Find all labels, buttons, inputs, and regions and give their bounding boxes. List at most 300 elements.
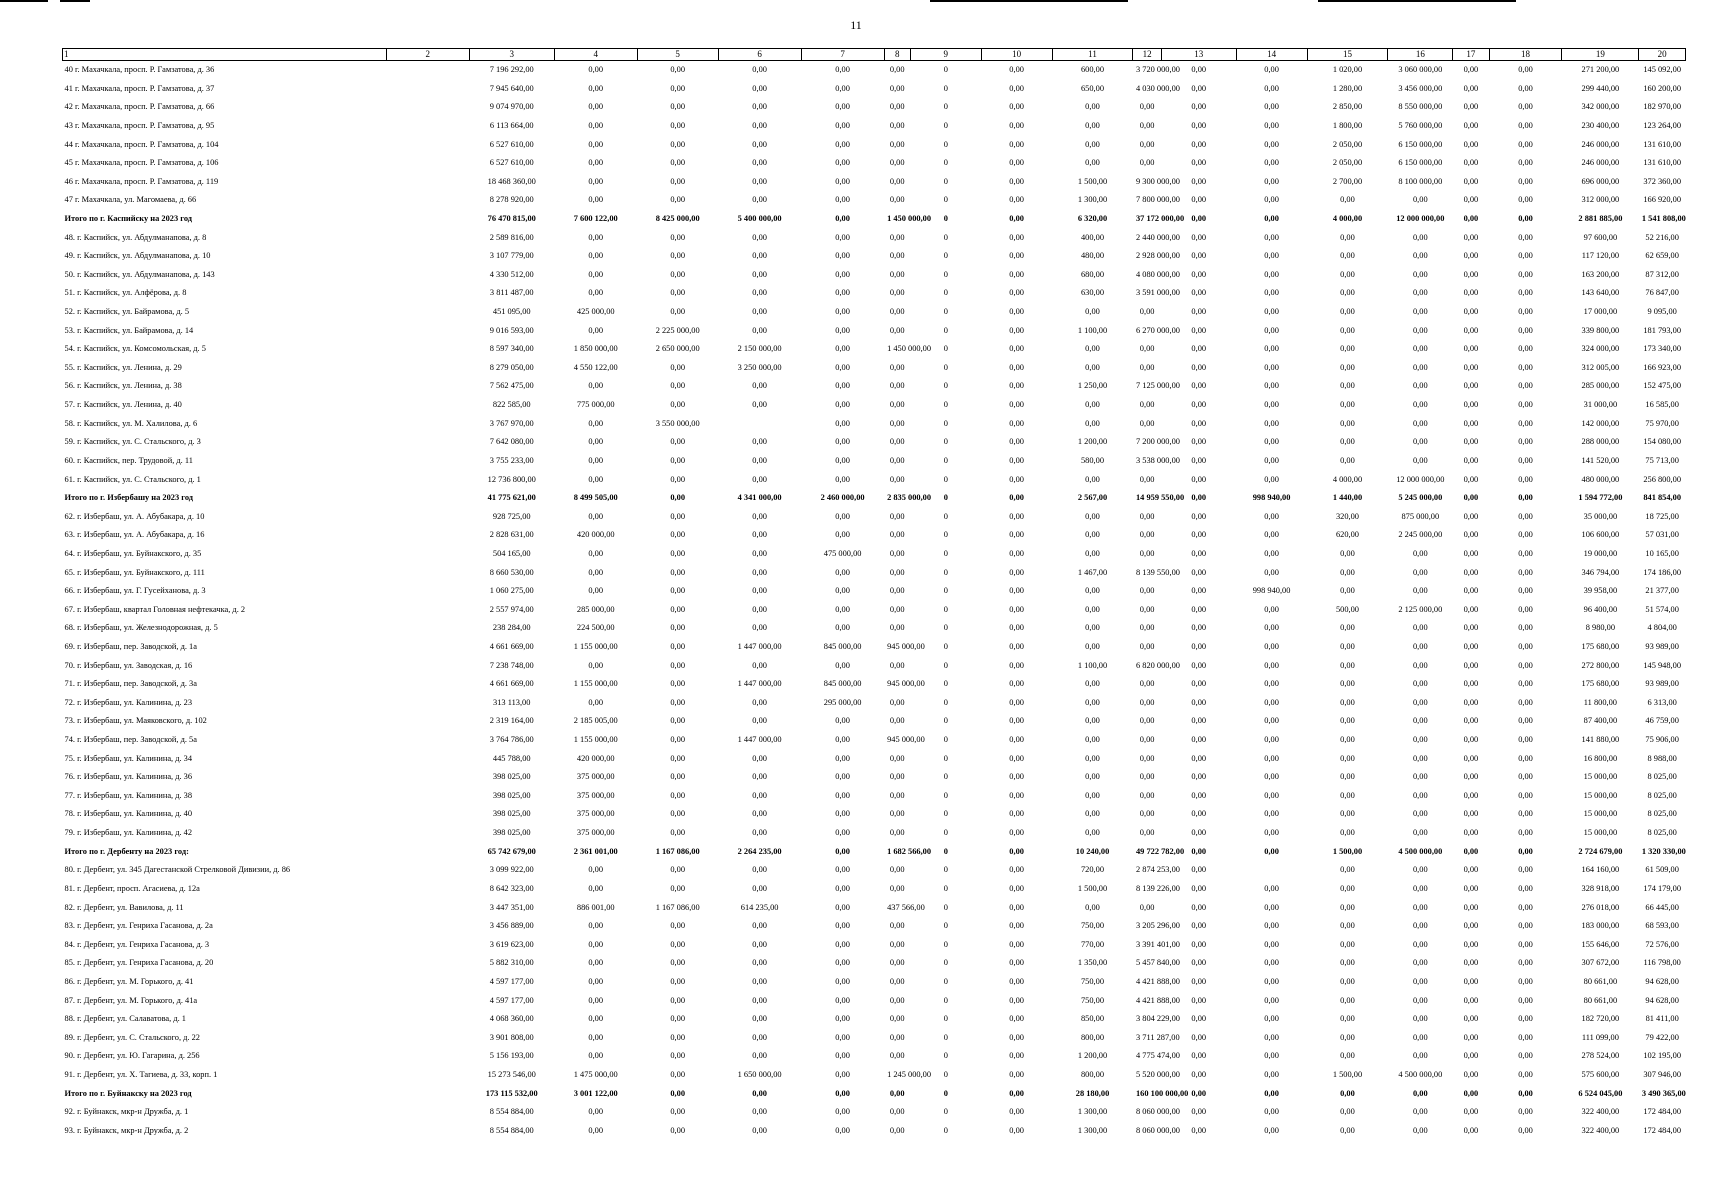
cell-col-3: 5 882 310,00 bbox=[489, 958, 534, 968]
cell-col-8: 0,00 bbox=[889, 232, 905, 242]
cell-col-6: 0,00 bbox=[752, 772, 767, 782]
cell-col-9: 0 bbox=[943, 1125, 948, 1135]
table-row bbox=[63, 117, 1686, 136]
cell-col-6: 0,00 bbox=[752, 828, 767, 838]
cell-col-15: 2 050,00 bbox=[1332, 139, 1363, 149]
cell-col-13: 0,00 bbox=[1191, 604, 1207, 614]
cell-col-8: 0,00 bbox=[889, 548, 905, 558]
cell-col-17: 0,00 bbox=[1463, 586, 1479, 596]
cell-col-9: 0 bbox=[943, 455, 948, 465]
cell-col-13: 0,00 bbox=[1191, 846, 1207, 856]
table-row bbox=[63, 303, 1686, 322]
cell-col-7: 0,00 bbox=[835, 660, 850, 670]
cell-col-19: 15 000,00 bbox=[1583, 809, 1618, 819]
cell-col-15: 0,00 bbox=[1340, 809, 1355, 819]
cell-col-20: 1 541 808,00 bbox=[1641, 213, 1686, 223]
cell-col-18: 0,00 bbox=[1518, 1070, 1533, 1079]
cell-col-17: 0,00 bbox=[1463, 921, 1479, 931]
cell-col-14: 0,00 bbox=[1264, 83, 1279, 93]
cell-col-12: 8 060 000,00 bbox=[1135, 1107, 1180, 1117]
cell-col-12: 3 804 229,00 bbox=[1135, 1014, 1180, 1024]
table-row bbox=[63, 1047, 1686, 1066]
cell-col-13: 0,00 bbox=[1191, 697, 1207, 707]
cell-col-19: 183 000,00 bbox=[1581, 921, 1620, 931]
cell-col-19: 141 880,00 bbox=[1581, 735, 1620, 745]
cell-col-20: 16 585,00 bbox=[1645, 400, 1679, 410]
cell-col-12: 0,00 bbox=[1139, 102, 1155, 112]
cell-col-13: 0,00 bbox=[1191, 102, 1207, 112]
cell-col-17: 0,00 bbox=[1463, 939, 1479, 949]
cell-col-19: 246 000,00 bbox=[1581, 139, 1620, 149]
cell-col-19: 87 400,00 bbox=[1583, 716, 1618, 726]
cell-col-4: 1 475 000,00 bbox=[573, 1070, 618, 1079]
cell-col-6: 0,00 bbox=[752, 921, 767, 931]
cell-col-5: 0,00 bbox=[670, 716, 685, 726]
cell-col-9: 0 bbox=[943, 418, 948, 428]
cell-col-5: 0,00 bbox=[670, 232, 685, 242]
cell-col-16: 2 125 000,00 bbox=[1398, 604, 1443, 614]
cell-col-6: 0,00 bbox=[752, 1125, 767, 1135]
row-address: 77. г. Избербаш, ул. Калинина, д. 38 bbox=[64, 790, 193, 800]
cell-col-10: 0,00 bbox=[1009, 176, 1024, 186]
cell-col-6: 0,00 bbox=[752, 139, 767, 149]
cell-col-17: 0,00 bbox=[1463, 716, 1479, 726]
cell-col-7: 0,00 bbox=[835, 83, 850, 93]
cell-col-5: 0,00 bbox=[670, 381, 685, 391]
row-address: 71. г. Избербаш, пер. Заводской, д. 3а bbox=[64, 679, 197, 689]
cell-col-10: 0,00 bbox=[1009, 493, 1024, 503]
table-row bbox=[63, 694, 1686, 713]
cell-col-4: 420 000,00 bbox=[576, 753, 615, 763]
cell-col-7: 0,00 bbox=[835, 976, 850, 986]
cell-col-15: 0,00 bbox=[1340, 660, 1355, 670]
cell-col-18: 0,00 bbox=[1518, 381, 1533, 391]
cell-col-13: 0,00 bbox=[1191, 381, 1207, 391]
cell-col-15: 0,00 bbox=[1340, 362, 1355, 372]
cell-col-9: 0 bbox=[943, 120, 948, 130]
cell-col-20: 182 970,00 bbox=[1643, 102, 1682, 112]
cell-col-3: 9 016 593,00 bbox=[489, 325, 534, 335]
cell-col-9: 0 bbox=[943, 474, 948, 484]
cell-col-11: 0,00 bbox=[1085, 679, 1100, 689]
cell-col-19: 346 794,00 bbox=[1581, 567, 1620, 577]
cell-col-8: 0,00 bbox=[889, 567, 905, 577]
cell-col-13: 0,00 bbox=[1191, 995, 1207, 1005]
cell-col-14: 0,00 bbox=[1264, 1088, 1279, 1098]
register-table bbox=[62, 48, 1686, 1140]
cell-col-6: 0,00 bbox=[752, 790, 767, 800]
cell-col-10: 0,00 bbox=[1009, 195, 1024, 205]
cell-col-9: 0 bbox=[943, 325, 948, 335]
cell-col-17: 0,00 bbox=[1463, 83, 1479, 93]
cell-col-17: 0,00 bbox=[1463, 251, 1479, 261]
cell-col-10: 0,00 bbox=[1009, 660, 1024, 670]
row-address: 80. г. Дербент, ул. 345 Дагестанской Стрелковой Дивизии, д. 86 bbox=[64, 865, 291, 875]
cell-col-20: 72 576,00 bbox=[1645, 939, 1679, 949]
cell-col-18: 0,00 bbox=[1518, 1107, 1533, 1117]
row-address: 56. г. Каспийск, ул. Ленина, д. 38 bbox=[64, 381, 182, 391]
cell-col-3: 3 901 808,00 bbox=[489, 1032, 534, 1042]
cell-col-14: 0,00 bbox=[1264, 641, 1279, 651]
cell-col-15: 0,00 bbox=[1340, 344, 1355, 354]
cell-col-6: 0,00 bbox=[752, 325, 767, 335]
cell-col-11: 0,00 bbox=[1085, 120, 1100, 130]
cell-col-14: 0,00 bbox=[1264, 1014, 1279, 1024]
cell-col-13: 0,00 bbox=[1191, 976, 1207, 986]
cell-col-19: 142 000,00 bbox=[1581, 418, 1620, 428]
cell-col-14: 0,00 bbox=[1264, 530, 1279, 540]
cell-col-17: 0,00 bbox=[1463, 158, 1479, 168]
table-row bbox=[63, 880, 1686, 899]
cell-col-14: 0,00 bbox=[1264, 567, 1279, 577]
cell-col-7: 0,00 bbox=[835, 1125, 850, 1135]
cell-col-3: 15 273 546,00 bbox=[487, 1070, 536, 1079]
cell-col-3: 2 589 816,00 bbox=[489, 232, 534, 242]
cell-col-10: 0,00 bbox=[1009, 418, 1024, 428]
row-address: 69. г. Избербаш, пер. Заводской, д. 1а bbox=[64, 641, 197, 651]
row-address: Итого по г. Дербенту на 2023 год: bbox=[64, 846, 189, 856]
cell-col-11: 0,00 bbox=[1085, 697, 1100, 707]
cell-col-16: 0,00 bbox=[1412, 586, 1428, 596]
cell-col-15: 0,00 bbox=[1340, 679, 1355, 689]
cell-col-5: 0,00 bbox=[670, 995, 685, 1005]
cell-col-5: 0,00 bbox=[670, 493, 685, 503]
cell-col-3: 4 597 177,00 bbox=[489, 976, 534, 986]
cell-col-5: 0,00 bbox=[670, 604, 685, 614]
cell-col-8: 0,00 bbox=[889, 772, 905, 782]
cell-col-20: 172 484,00 bbox=[1643, 1125, 1682, 1135]
cell-col-16: 3 456 000,00 bbox=[1398, 83, 1443, 93]
cell-col-18: 0,00 bbox=[1518, 269, 1533, 279]
cell-col-10: 0,00 bbox=[1009, 921, 1024, 931]
cell-col-18: 0,00 bbox=[1518, 288, 1533, 298]
cell-col-10: 0,00 bbox=[1009, 641, 1024, 651]
cell-col-11: 0,00 bbox=[1085, 604, 1100, 614]
cell-col-19: 16 800,00 bbox=[1583, 753, 1618, 763]
cell-col-8: 1 450 000,00 bbox=[887, 344, 932, 354]
cell-col-6: 0,00 bbox=[752, 437, 767, 447]
cell-col-9: 0 bbox=[943, 195, 948, 205]
cell-col-17: 0,00 bbox=[1463, 530, 1479, 540]
cell-col-4: 7 600 122,00 bbox=[573, 213, 618, 223]
cell-col-5: 0,00 bbox=[670, 697, 685, 707]
cell-col-17: 0,00 bbox=[1463, 325, 1479, 335]
cell-col-14: 0,00 bbox=[1264, 548, 1279, 558]
table-row bbox=[63, 228, 1686, 247]
cell-col-14: 0,00 bbox=[1264, 939, 1279, 949]
cell-col-12: 0,00 bbox=[1139, 753, 1155, 763]
cell-col-18: 0,00 bbox=[1518, 716, 1533, 726]
cell-col-3: 6 527 610,00 bbox=[489, 158, 534, 168]
cell-col-7: 0,00 bbox=[835, 213, 850, 223]
column-number: 14 bbox=[1236, 49, 1307, 61]
cell-col-4: 224 500,00 bbox=[576, 623, 615, 633]
cell-col-13: 0,00 bbox=[1191, 269, 1207, 279]
cell-col-11: 400,00 bbox=[1080, 232, 1105, 242]
cell-col-20: 174 179,00 bbox=[1643, 883, 1682, 893]
cell-col-11: 1 300,00 bbox=[1077, 1125, 1108, 1135]
cell-col-8: 945 000,00 bbox=[887, 679, 925, 689]
cell-col-14: 0,00 bbox=[1264, 809, 1279, 819]
cell-col-7: 0,00 bbox=[835, 883, 850, 893]
cell-col-15: 2 050,00 bbox=[1332, 158, 1363, 168]
cell-col-18: 0,00 bbox=[1518, 604, 1533, 614]
cell-col-4: 0,00 bbox=[588, 269, 604, 279]
cell-col-17: 0,00 bbox=[1463, 1014, 1479, 1024]
cell-col-17: 0,00 bbox=[1463, 176, 1479, 186]
cell-col-14: 0,00 bbox=[1264, 995, 1279, 1005]
row-address: 43 г. Махачкала, просп. Р. Гамзатова, д. 95 bbox=[64, 120, 215, 130]
table-row bbox=[63, 154, 1686, 173]
cell-col-11: 1 250,00 bbox=[1077, 381, 1108, 391]
row-address: 49. г. Каспийск, ул. Абдулманапова, д. 10 bbox=[64, 251, 211, 261]
cell-col-4: 0,00 bbox=[588, 455, 604, 465]
cell-col-14: 0,00 bbox=[1264, 418, 1279, 428]
cell-col-7: 295 000,00 bbox=[823, 697, 862, 707]
cell-col-13: 0,00 bbox=[1191, 828, 1207, 838]
cell-col-13: 0,00 bbox=[1191, 530, 1207, 540]
cell-col-16: 6 150 000,00 bbox=[1398, 139, 1443, 149]
cell-col-16: 2 245 000,00 bbox=[1398, 530, 1443, 540]
cell-col-11: 0,00 bbox=[1085, 344, 1100, 354]
cell-col-18: 0,00 bbox=[1518, 958, 1533, 968]
cell-col-12: 4 421 888,00 bbox=[1135, 995, 1180, 1005]
cell-col-15: 4 000,00 bbox=[1332, 474, 1363, 484]
cell-col-13: 0,00 bbox=[1191, 660, 1207, 670]
cell-col-18: 0,00 bbox=[1518, 83, 1533, 93]
cell-col-14: 0,00 bbox=[1264, 269, 1279, 279]
cell-col-16: 0,00 bbox=[1412, 1051, 1428, 1061]
cell-col-8: 0,00 bbox=[889, 995, 905, 1005]
cell-col-4: 0,00 bbox=[588, 976, 604, 986]
cell-col-6: 2 150 000,00 bbox=[737, 344, 782, 354]
cell-col-19: 312 005,00 bbox=[1581, 362, 1620, 372]
cell-col-8: 0,00 bbox=[889, 1125, 905, 1135]
cell-col-9: 0 bbox=[943, 1032, 948, 1042]
cell-col-7: 0,00 bbox=[835, 1032, 850, 1042]
cell-col-11: 0,00 bbox=[1085, 809, 1100, 819]
cell-col-13: 0,00 bbox=[1191, 753, 1207, 763]
cell-col-15: 0,00 bbox=[1340, 288, 1355, 298]
cell-col-9: 0 bbox=[943, 493, 948, 503]
cell-col-4: 0,00 bbox=[588, 1014, 604, 1024]
cell-col-6: 1 447 000,00 bbox=[737, 679, 782, 689]
cell-col-7: 0,00 bbox=[835, 511, 850, 521]
cell-col-19: 246 000,00 bbox=[1581, 158, 1620, 168]
cell-col-16: 0,00 bbox=[1412, 251, 1428, 261]
cell-col-18: 0,00 bbox=[1518, 902, 1533, 912]
cell-col-12: 9 300 000,00 bbox=[1135, 176, 1180, 186]
cell-col-19: 312 000,00 bbox=[1581, 195, 1620, 205]
cell-col-15: 0,00 bbox=[1340, 325, 1355, 335]
cell-col-20: 6 313,00 bbox=[1647, 697, 1677, 707]
cell-col-9: 0 bbox=[943, 753, 948, 763]
cell-col-20: 62 659,00 bbox=[1645, 251, 1679, 261]
cell-col-11: 0,00 bbox=[1085, 623, 1100, 633]
cell-col-13: 0,00 bbox=[1191, 1014, 1207, 1024]
cell-col-7: 0,00 bbox=[835, 269, 850, 279]
row-address: 92. г. Буйнакск, мкр-н Дружба, д. 1 bbox=[64, 1107, 189, 1117]
cell-col-20: 160 200,00 bbox=[1643, 83, 1682, 93]
cell-col-6: 5 400 000,00 bbox=[737, 213, 782, 223]
cell-col-18: 0,00 bbox=[1518, 586, 1533, 596]
row-address: 51. г. Каспийск, ул. Алфёрова, д. 8 bbox=[64, 288, 187, 298]
cell-col-13: 0,00 bbox=[1191, 883, 1207, 893]
cell-col-5: 8 425 000,00 bbox=[655, 213, 700, 223]
cell-col-13: 0,00 bbox=[1191, 921, 1207, 931]
cell-col-8: 2 835 000,00 bbox=[887, 493, 932, 503]
cell-col-10: 0,00 bbox=[1009, 325, 1024, 335]
cell-col-5: 0,00 bbox=[670, 269, 685, 279]
row-address: 63. г. Избербаш, ул. А. Абубакара, д. 16 bbox=[64, 530, 205, 540]
cell-col-7: 0,00 bbox=[835, 195, 850, 205]
cell-col-4: 1 155 000,00 bbox=[573, 641, 618, 651]
cell-col-11: 0,00 bbox=[1085, 530, 1100, 540]
cell-col-10: 0,00 bbox=[1009, 400, 1024, 410]
cell-col-15: 4 000,00 bbox=[1332, 213, 1363, 223]
cell-col-8: 945 000,00 bbox=[887, 641, 925, 651]
cell-col-10: 0,00 bbox=[1009, 958, 1024, 968]
cell-col-12: 0,00 bbox=[1139, 604, 1155, 614]
cell-col-7: 0,00 bbox=[835, 772, 850, 782]
table-row bbox=[63, 470, 1686, 489]
cell-col-3: 7 196 292,00 bbox=[489, 65, 534, 75]
cell-col-4: 0,00 bbox=[588, 102, 604, 112]
column-number: 18 bbox=[1489, 49, 1562, 61]
cell-col-4: 0,00 bbox=[588, 381, 604, 391]
cell-col-17: 0,00 bbox=[1463, 381, 1479, 391]
cell-col-18: 0,00 bbox=[1518, 511, 1533, 521]
cell-col-16: 0,00 bbox=[1412, 697, 1428, 707]
cell-col-12: 0,00 bbox=[1139, 474, 1155, 484]
cell-col-9: 0 bbox=[943, 381, 948, 391]
column-number: 12 bbox=[1133, 49, 1161, 61]
cell-col-10: 0,00 bbox=[1009, 511, 1024, 521]
column-number: 15 bbox=[1307, 49, 1388, 61]
cell-col-9: 0 bbox=[943, 883, 948, 893]
cell-col-20: 166 920,00 bbox=[1643, 195, 1682, 205]
cell-col-4: 0,00 bbox=[588, 995, 604, 1005]
cell-col-5: 0,00 bbox=[670, 660, 685, 670]
cell-col-17: 0,00 bbox=[1463, 1070, 1479, 1079]
cell-col-19: 80 661,00 bbox=[1583, 995, 1618, 1005]
cell-col-17: 0,00 bbox=[1463, 604, 1479, 614]
cell-col-4: 0,00 bbox=[588, 1051, 604, 1061]
cell-col-4: 4 550 122,00 bbox=[573, 362, 618, 372]
cell-col-19: 2 881 885,00 bbox=[1578, 213, 1623, 223]
cell-col-3: 4 330 512,00 bbox=[489, 269, 534, 279]
cell-col-18: 0,00 bbox=[1518, 753, 1533, 763]
cell-col-6: 0,00 bbox=[752, 251, 767, 261]
cell-col-19: 285 000,00 bbox=[1581, 381, 1620, 391]
cell-col-13: 0,00 bbox=[1191, 716, 1207, 726]
cell-col-20: 8 025,00 bbox=[1647, 790, 1677, 800]
column-number: 1 bbox=[63, 49, 387, 61]
cell-col-18: 0,00 bbox=[1518, 809, 1533, 819]
cell-col-15: 0,00 bbox=[1340, 400, 1355, 410]
cell-col-13: 0,00 bbox=[1191, 325, 1207, 335]
cell-col-18: 0,00 bbox=[1518, 995, 1533, 1005]
cell-col-10: 0,00 bbox=[1009, 716, 1024, 726]
cell-col-15: 0,00 bbox=[1340, 586, 1355, 596]
table-row bbox=[63, 619, 1686, 638]
cell-col-8: 0,00 bbox=[889, 1051, 905, 1061]
cell-col-10: 0,00 bbox=[1009, 939, 1024, 949]
cell-col-11: 1 200,00 bbox=[1077, 1051, 1108, 1061]
cell-col-8: 945 000,00 bbox=[887, 735, 925, 745]
cell-col-18: 0,00 bbox=[1518, 325, 1533, 335]
cell-col-3: 8 642 323,00 bbox=[489, 883, 534, 893]
cell-col-4: 0,00 bbox=[588, 437, 604, 447]
cell-col-7: 0,00 bbox=[835, 753, 850, 763]
cell-col-19: 271 200,00 bbox=[1581, 65, 1620, 75]
cell-col-6: 0,00 bbox=[752, 511, 767, 521]
table-row bbox=[63, 898, 1686, 917]
cell-col-7: 0,00 bbox=[835, 455, 850, 465]
cell-col-18: 0,00 bbox=[1518, 865, 1533, 875]
cell-col-14: 0,00 bbox=[1264, 958, 1279, 968]
cell-col-19: 230 400,00 bbox=[1581, 120, 1620, 130]
cell-col-13: 0,00 bbox=[1191, 344, 1207, 354]
cell-col-3: 1 060 275,00 bbox=[489, 586, 534, 596]
cell-col-3: 5 156 193,00 bbox=[489, 1051, 534, 1061]
cell-col-5: 0,00 bbox=[670, 307, 685, 317]
cell-col-19: 31 000,00 bbox=[1583, 400, 1618, 410]
cell-col-10: 0,00 bbox=[1009, 83, 1024, 93]
cell-col-13: 0,00 bbox=[1191, 1125, 1207, 1135]
cell-col-10: 0,00 bbox=[1009, 251, 1024, 261]
cell-col-17: 0,00 bbox=[1463, 995, 1479, 1005]
cell-col-8: 0,00 bbox=[889, 716, 905, 726]
table-row bbox=[63, 359, 1686, 378]
table-row bbox=[63, 396, 1686, 415]
cell-col-11: 800,00 bbox=[1080, 1032, 1105, 1042]
row-address: 68. г. Избербаш, ул. Железнодорожная, д. 5 bbox=[64, 623, 218, 633]
cell-col-11: 0,00 bbox=[1085, 102, 1100, 112]
cell-col-16: 0,00 bbox=[1412, 269, 1428, 279]
cell-col-3: 3 099 922,00 bbox=[489, 865, 534, 875]
cell-col-20: 76 847,00 bbox=[1645, 288, 1679, 298]
cell-col-4: 0,00 bbox=[588, 548, 604, 558]
cell-col-5: 0,00 bbox=[670, 1014, 685, 1024]
cell-col-19: 155 646,00 bbox=[1581, 939, 1620, 949]
cell-col-12: 0,00 bbox=[1139, 511, 1155, 521]
cell-col-3: 3 755 233,00 bbox=[489, 455, 534, 465]
cell-col-15: 0,00 bbox=[1340, 772, 1355, 782]
cell-col-5: 0,00 bbox=[670, 790, 685, 800]
table-row bbox=[63, 861, 1686, 880]
cell-col-20: 174 186,00 bbox=[1643, 567, 1682, 577]
cell-col-5: 0,00 bbox=[670, 753, 685, 763]
cell-col-8: 0,00 bbox=[889, 176, 905, 186]
cell-col-12: 0,00 bbox=[1139, 400, 1155, 410]
cell-col-16: 0,00 bbox=[1412, 344, 1428, 354]
cell-col-14: 0,00 bbox=[1264, 1070, 1279, 1079]
cell-col-15: 0,00 bbox=[1340, 1051, 1355, 1061]
cell-col-9: 0 bbox=[943, 288, 948, 298]
cell-col-18: 0,00 bbox=[1518, 455, 1533, 465]
cell-col-8: 0,00 bbox=[889, 586, 905, 596]
row-address: 75. г. Избербаш, ул. Калинина, д. 34 bbox=[64, 753, 193, 763]
cell-col-5: 0,00 bbox=[670, 939, 685, 949]
cell-col-11: 0,00 bbox=[1085, 586, 1100, 596]
cell-col-12: 6 820 000,00 bbox=[1135, 660, 1180, 670]
cell-col-4: 0,00 bbox=[588, 939, 604, 949]
cell-col-8: 0,00 bbox=[889, 251, 905, 261]
cell-col-3: 7 562 475,00 bbox=[489, 381, 534, 391]
cell-col-11: 0,00 bbox=[1085, 790, 1100, 800]
cell-col-7: 0,00 bbox=[835, 828, 850, 838]
